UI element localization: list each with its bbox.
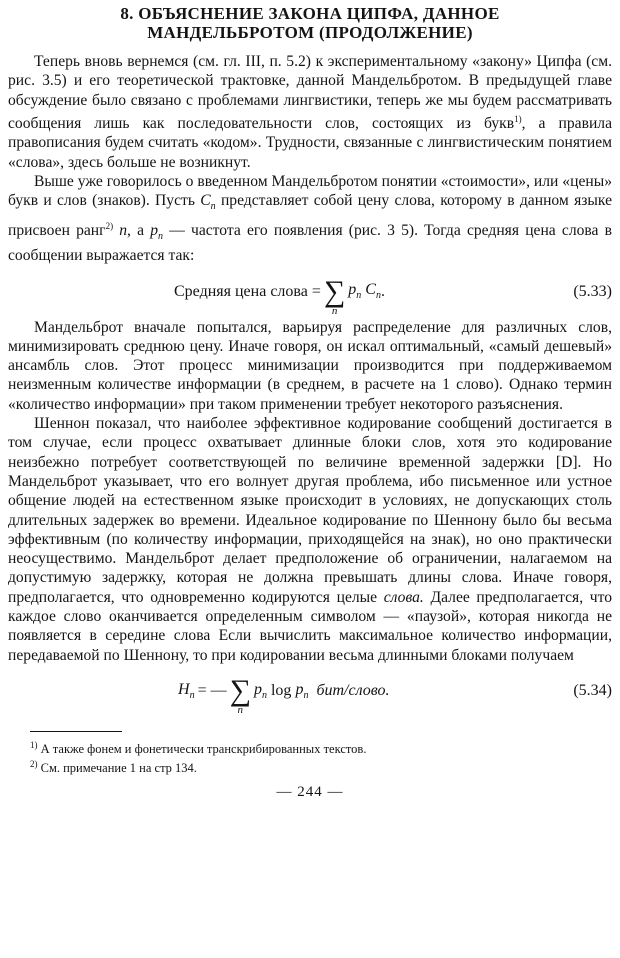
equation-5-33: Средняя цена слова = ∑ n $p_n$ $C_n$ . (5.33) bbox=[174, 274, 612, 317]
symbol-cn: $C_n$ bbox=[200, 192, 216, 213]
eq2-unit: бит/слово. bbox=[316, 681, 390, 699]
footnote-divider bbox=[30, 731, 122, 732]
paragraph-3: Мандельброт вначале попытался, варьируя распределение для различных слов, минимизировать среднюю цену. Иначе говоря, он искал оптимальный, «самый дешевый» ансамбль слов. Этот процесс минимизации производится при поддерживаемом неизменным количестве информации (в среднем, в расчете на 1 слово). Однако термин «количество информации» при таком применении требует некоторого разъяснения. bbox=[8, 318, 612, 413]
footnote-2: $^{2)}$ См. примечание 1 на стр 134. bbox=[30, 759, 197, 776]
equation-number-5-33: (5.33) bbox=[573, 282, 612, 300]
eq1-lhs: Средняя цена слова = bbox=[174, 282, 321, 300]
footnote-ref-2: 2) bbox=[105, 220, 114, 231]
symbol-pn: $p_n$ bbox=[150, 221, 164, 242]
section-heading bbox=[8, 4, 612, 42]
eq2-h: $H_n$ bbox=[178, 680, 195, 701]
sum-sign-2: ∑ n bbox=[229, 673, 251, 716]
page-number: — 244 — bbox=[276, 784, 344, 801]
paragraph-4: Шеннон показал, что наиболее эффективное кодирование сообщений достигается в том случае, если процесс охватывает длинные блоки слов, хотя это кодирование неизбежно потребует соответствующей по величине временной задержки [D]. Но Мандельброт указывает, что его волнует другая проблема, ибо письменное или устное общение людей на естественном языке происходит в условиях, не допускающих столь длительных задержек во времени. Идеальное кодирование по Шеннону было бы весьма эффективным (по количеству информации, приходящейся на знак), но оно практически неосуществимо. Мандельброт делает предположение об ограничении, налагаемом на допустимую задержку, которая не должна превышать длины слова. Иначе говоря, предполагается, что одновременно кодируются целые слова. Далее предполагается, что каждое слово оканчивается определенным символом — «паузой», которая никогда не появляется в середине слова Если вычислить максимальное количество информации, передаваемой по Шеннону, то при кодировании весьма длинными блоками получаем bbox=[8, 415, 612, 664]
footnote-1: $^{1)}$ А также фонем и фонетически транскрибированных текстов. bbox=[30, 739, 367, 757]
equation-5-34: $H_n$ = — ∑ n $p_n$ log $p_n$ бит/слово. (5.34) bbox=[178, 673, 612, 716]
equation-number-5-34: (5.34) bbox=[573, 681, 612, 699]
footnote-ref-1: 1) bbox=[514, 113, 522, 124]
paragraph-1: Теперь вновь вернемся (см. гл. III, п. 5.2) к экспериментальному «закону» Ципфа (см. рис. 3.5) и его теоретической трактовке, данной Мандельбротом. В предыдущей главе обсуждение было связано с проблемами лингвистики, теперь же мы будем рассматривать сообщения лишь как последовательности слов, состоящих из букв$^{1)}$, а правила правописания будем считать «кодом». Трудности, связанные с лингвистическим понятием «слова», здесь больше не возникнут. bbox=[8, 53, 612, 171]
heading-line-2: МАНДЕЛЬБРОТОМ (ПРОДОЛЖЕНИЕ) bbox=[147, 23, 473, 42]
eq1-term: $p_n$ $C_n$ bbox=[348, 281, 381, 302]
paragraph-2: Выше уже говорилось о введенном Мандельбротом понятии «стоимости», или «цены» букв и слов (знаков). Пусть $C_n$ представляет собой цену слова, которому в данном языке присвоен ранг$^{2)}$ n, а $p_n$ — частота его появления (рис. 3 5). Тогда средняя цена слова в сообщении выражается так: bbox=[8, 172, 613, 265]
heading-line-1: 8. ОБЪЯСНЕНИЕ ЗАКОНА ЦИПФА, ДАННОЕ bbox=[120, 4, 500, 23]
sum-sign: ∑ n bbox=[323, 274, 346, 317]
